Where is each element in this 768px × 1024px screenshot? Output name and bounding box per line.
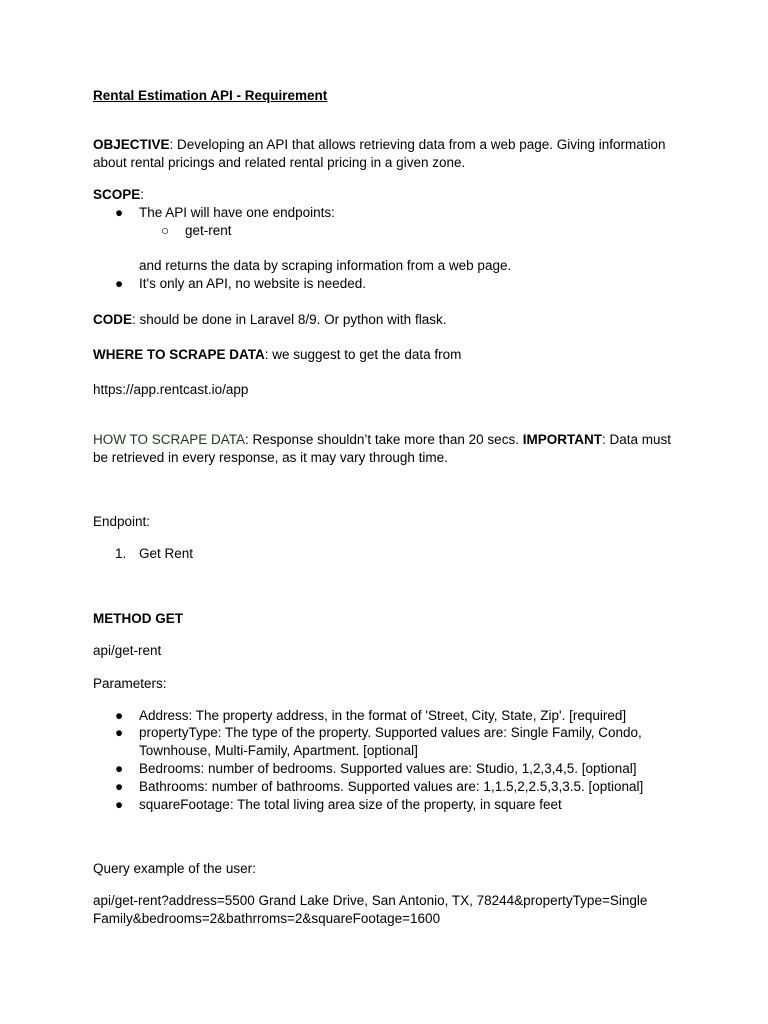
how-text-1: : Response shouldn’t take more than 20 secs. [245, 432, 523, 447]
objective-text: : Developing an API that allows retrieving data from a web page. Giving information about rental pricings and related rental pricing in a given zone. [93, 137, 666, 170]
document-title: Rental Estimation API - Requirement [93, 88, 328, 103]
scope-heading [93, 186, 683, 204]
how-paragraph [93, 431, 683, 467]
how-text-2: : Data must be retrieved in every response, as it may vary through time. [93, 432, 671, 465]
bullet-icon: ● [115, 708, 124, 723]
objective-label: OBJECTIVE [93, 137, 170, 152]
param-address: Address: The property address, in the format of 'Street, City, State, Zip'. [required] [139, 708, 627, 723]
parameters-list [93, 707, 683, 817]
where-label: WHERE TO SCRAPE DATA [93, 347, 265, 362]
code-label: CODE [93, 312, 133, 327]
list-number: 1. [115, 546, 127, 561]
scope-bullet-2: It's only an API, no website is needed. [139, 276, 366, 291]
objective-paragraph [93, 136, 683, 172]
param-property-type: propertyType: The type of the property. Supported values are: Single Family, Condo, Townhouse, Multi-Family, Apartment. [optional] [139, 725, 642, 758]
param-bathrooms: Bathrooms: number of bathrooms. Supported values are: 1,1.5,2,2.5,3,3.5. [optional] [139, 779, 644, 794]
how-label: HOW TO SCRAPE DATA [93, 432, 246, 447]
query-label: Query example of the user: [93, 861, 256, 876]
where-paragraph [93, 346, 683, 364]
important-label: IMPORTANT [522, 432, 602, 447]
bullet-icon: ● [115, 779, 124, 794]
where-text: : we suggest to get the data from [264, 347, 462, 362]
query-example: api/get-rent?address=5500 Grand Lake Drive, San Antonio, TX, 78244&propertyType=Single Family&bedrooms=2&bathrroms=2&squareFootage=1600 [93, 893, 648, 926]
endpoint-item: Get Rent [139, 546, 194, 561]
bullet-icon: ● [115, 205, 124, 220]
param-bedrooms: Bedrooms: number of bedrooms. Supported values are: Studio, 1,2,3,4,5. [optional] [139, 761, 637, 776]
endpoint-path: api/get-rent [93, 643, 162, 658]
endpoint-label: Endpoint: [93, 514, 151, 529]
scope-continuation: and returns the data by scraping information from a web page. [139, 258, 512, 273]
scope-sub-item: get-rent [185, 223, 232, 238]
scope-bullet-1: The API will have one endpoints: [139, 205, 335, 220]
endpoint-list [93, 545, 683, 563]
scope-colon: : [140, 187, 145, 202]
code-paragraph [93, 311, 683, 329]
bullet-icon: ● [115, 725, 124, 740]
bullet-icon: ● [115, 761, 124, 776]
param-square-footage: squareFootage: The total living area size of the property, in square feet [139, 797, 562, 812]
bullet-icon: ● [115, 797, 124, 812]
scope-label: SCOPE [93, 187, 141, 202]
parameters-label: Parameters: [93, 676, 167, 691]
scope-list [93, 204, 683, 294]
bullet-icon: ● [115, 276, 124, 291]
code-text: : should be done in Laravel 8/9. Or python with flask. [132, 312, 447, 327]
scrape-url: https://app.rentcast.io/app [93, 382, 249, 397]
method-heading [93, 610, 683, 628]
circle-bullet-icon: ○ [161, 223, 170, 238]
method-label: METHOD GET [93, 611, 183, 626]
